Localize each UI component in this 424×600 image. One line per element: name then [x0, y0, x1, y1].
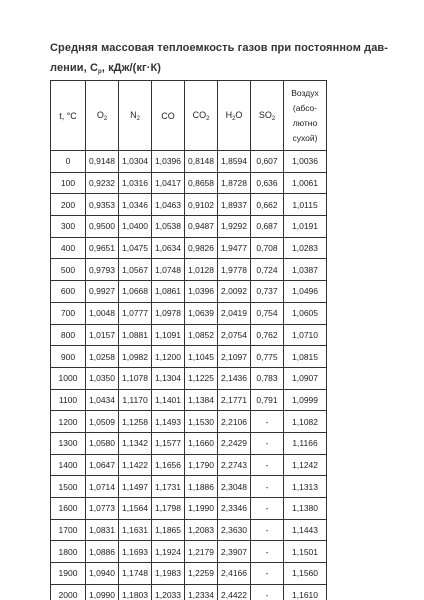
cell-temperature: 800: [51, 324, 86, 346]
title-line-2-text: лении, C: [50, 62, 98, 74]
cell-temperature: 1600: [51, 498, 86, 520]
cell-so2: 0,775: [251, 346, 284, 368]
cell-co: 1,2033: [152, 584, 185, 600]
cell-co2: 0,8148: [185, 151, 218, 173]
cell-so2: -: [251, 476, 284, 498]
cell-n2: 1,1803: [119, 584, 152, 600]
cell-co2: 1,0852: [185, 324, 218, 346]
cell-co2: 1,1530: [185, 411, 218, 433]
table-row: [51, 216, 327, 238]
cell-co2: 1,1045: [185, 346, 218, 368]
header-so2: [251, 81, 284, 151]
cell-o2: 1,0714: [86, 476, 119, 498]
cell-co: 1,1865: [152, 519, 185, 541]
title-line-2-rest: , кДж/(кг·К): [101, 62, 162, 74]
heat-capacity-table: [50, 80, 327, 600]
table-body: [51, 151, 327, 600]
cell-h2o: 2,2106: [218, 411, 251, 433]
cell-so2: 0,724: [251, 259, 284, 281]
cell-n2: 1,1748: [119, 563, 152, 585]
cell-o2: 1,0886: [86, 541, 119, 563]
cell-air: 1,1610: [284, 584, 327, 600]
cell-so2: -: [251, 454, 284, 476]
cell-air: 1,0999: [284, 389, 327, 411]
cell-o2: 0,9651: [86, 237, 119, 259]
cell-so2: -: [251, 432, 284, 454]
cell-co2: 0,9487: [185, 216, 218, 238]
cell-co2: 1,0639: [185, 302, 218, 324]
cell-co2: 1,1790: [185, 454, 218, 476]
cell-co: 1,1577: [152, 432, 185, 454]
cell-n2: 1,0668: [119, 281, 152, 303]
cell-n2: 1,1170: [119, 389, 152, 411]
cell-o2: 1,0258: [86, 346, 119, 368]
table-row: [51, 519, 327, 541]
cell-n2: 1,0777: [119, 302, 152, 324]
cell-temperature: 0: [51, 151, 86, 173]
cell-co: 1,1200: [152, 346, 185, 368]
cell-air: 1,1560: [284, 563, 327, 585]
cell-co: 1,1731: [152, 476, 185, 498]
header-n2-text: N: [130, 109, 137, 120]
header-co: [152, 81, 185, 151]
cell-temperature: 700: [51, 302, 86, 324]
table-row: [51, 172, 327, 194]
cell-so2: -: [251, 519, 284, 541]
cell-n2: 1,1258: [119, 411, 152, 433]
cell-air: 1,1380: [284, 498, 327, 520]
cell-so2: -: [251, 541, 284, 563]
cell-o2: 0,9232: [86, 172, 119, 194]
cell-temperature: 1100: [51, 389, 86, 411]
table-row: [51, 237, 327, 259]
header-so2-text: SO: [258, 109, 272, 120]
cell-o2: 0,9500: [86, 216, 119, 238]
cell-h2o: 2,0092: [218, 281, 251, 303]
cell-so2: 0,687: [251, 216, 284, 238]
cell-h2o: 2,4166: [218, 563, 251, 585]
cell-temperature: 1900: [51, 563, 86, 585]
header-co2: [185, 81, 218, 151]
cell-h2o: 1,8937: [218, 194, 251, 216]
cell-so2: -: [251, 411, 284, 433]
cell-so2: -: [251, 563, 284, 585]
table-row: [51, 324, 327, 346]
title-line-1: Средняя массовая теплоемкость газов при постоянном дав-: [50, 42, 389, 54]
title-subscript: p: [98, 69, 102, 75]
cell-air: 1,0710: [284, 324, 327, 346]
cell-h2o: 2,3630: [218, 519, 251, 541]
cell-co2: 1,1886: [185, 476, 218, 498]
cell-temperature: 600: [51, 281, 86, 303]
cell-h2o: 1,9477: [218, 237, 251, 259]
table-row: [51, 432, 327, 454]
cell-so2: 0,754: [251, 302, 284, 324]
header-temperature: [51, 81, 86, 151]
cell-air: 1,1313: [284, 476, 327, 498]
cell-co: 1,0748: [152, 259, 185, 281]
cell-h2o: 1,9292: [218, 216, 251, 238]
cell-so2: 0,662: [251, 194, 284, 216]
cell-temperature: 1000: [51, 367, 86, 389]
cell-air: 1,0191: [284, 216, 327, 238]
cell-so2: 0,607: [251, 151, 284, 173]
cell-so2: 0,791: [251, 389, 284, 411]
cell-o2: 1,0647: [86, 454, 119, 476]
header-so2-sub: 2: [271, 115, 276, 122]
cell-so2: 0,737: [251, 281, 284, 303]
cell-co2: 1,0128: [185, 259, 218, 281]
cell-o2: 1,0157: [86, 324, 119, 346]
cell-air: 1,0496: [284, 281, 327, 303]
cell-h2o: 2,4422: [218, 584, 251, 600]
cell-o2: 1,0940: [86, 563, 119, 585]
cell-h2o: 2,1097: [218, 346, 251, 368]
cell-temperature: 500: [51, 259, 86, 281]
title-line-2: [50, 58, 410, 82]
cell-o2: 1,0350: [86, 367, 119, 389]
cell-so2: 0,636: [251, 172, 284, 194]
cell-h2o: 2,1771: [218, 389, 251, 411]
table-title: [50, 38, 410, 82]
cell-co: 1,1091: [152, 324, 185, 346]
header-h2o-sub: 2: [232, 115, 236, 122]
cell-air: 1,1443: [284, 519, 327, 541]
header-n2: [119, 81, 152, 151]
cell-n2: 1,0982: [119, 346, 152, 368]
cell-n2: 1,1564: [119, 498, 152, 520]
cell-co2: 0,8658: [185, 172, 218, 194]
cell-air: 1,0115: [284, 194, 327, 216]
cell-air: 1,0036: [284, 151, 327, 173]
header-t-text: t,: [59, 110, 67, 121]
header-o2-sub: 2: [103, 115, 108, 122]
cell-h2o: 2,1436: [218, 367, 251, 389]
header-n2-sub: 2: [136, 115, 140, 122]
cell-co: 1,1924: [152, 541, 185, 563]
cell-co: 1,0417: [152, 172, 185, 194]
table-row: [51, 281, 327, 303]
cell-temperature: 900: [51, 346, 86, 368]
cell-o2: 0,9793: [86, 259, 119, 281]
table-row: [51, 541, 327, 563]
cell-h2o: 2,0419: [218, 302, 251, 324]
cell-temperature: 200: [51, 194, 86, 216]
table-row: [51, 151, 327, 173]
cell-h2o: 2,2743: [218, 454, 251, 476]
cell-h2o: 1,8594: [218, 151, 251, 173]
cell-co2: 1,1225: [185, 367, 218, 389]
cell-air: 1,0061: [284, 172, 327, 194]
cell-co2: 1,2259: [185, 563, 218, 585]
cell-o2: 1,0773: [86, 498, 119, 520]
cell-co2: 1,2179: [185, 541, 218, 563]
cell-air: 1,0907: [284, 367, 327, 389]
cell-temperature: 1200: [51, 411, 86, 433]
cell-n2: 1,1631: [119, 519, 152, 541]
cell-h2o: 2,3346: [218, 498, 251, 520]
cell-so2: 0,783: [251, 367, 284, 389]
table-row: [51, 194, 327, 216]
table-row: [51, 454, 327, 476]
cell-o2: 1,0048: [86, 302, 119, 324]
table-row: [51, 346, 327, 368]
cell-n2: 1,1693: [119, 541, 152, 563]
table-row: [51, 584, 327, 600]
table-row: [51, 476, 327, 498]
cell-temperature: 100: [51, 172, 86, 194]
cell-air: 1,1242: [284, 454, 327, 476]
cell-co2: 1,1990: [185, 498, 218, 520]
cell-co2: 1,1660: [185, 432, 218, 454]
cell-co: 1,1304: [152, 367, 185, 389]
cell-h2o: 2,0754: [218, 324, 251, 346]
table-row: [51, 563, 327, 585]
table-row: [51, 367, 327, 389]
cell-temperature: 1400: [51, 454, 86, 476]
cell-h2o: 1,8728: [218, 172, 251, 194]
header-t-unit: °C: [66, 110, 77, 121]
cell-n2: 1,0316: [119, 172, 152, 194]
header-co2-sub: 2: [206, 115, 210, 122]
header-o2-text: O: [96, 109, 104, 120]
cell-temperature: 1800: [51, 541, 86, 563]
table-row: [51, 302, 327, 324]
cell-co: 1,1401: [152, 389, 185, 411]
cell-o2: 1,0434: [86, 389, 119, 411]
cell-co: 1,1493: [152, 411, 185, 433]
cell-temperature: 1500: [51, 476, 86, 498]
cell-h2o: 1,9778: [218, 259, 251, 281]
cell-air: 1,1082: [284, 411, 327, 433]
cell-so2: -: [251, 498, 284, 520]
cell-so2: -: [251, 584, 284, 600]
cell-co2: 0,9826: [185, 237, 218, 259]
cell-n2: 1,0400: [119, 216, 152, 238]
cell-n2: 1,0881: [119, 324, 152, 346]
header-h2o-text: H: [225, 109, 233, 120]
cell-temperature: 1700: [51, 519, 86, 541]
cell-air: 1,0283: [284, 237, 327, 259]
cell-air: 1,0605: [284, 302, 327, 324]
cell-o2: 0,9353: [86, 194, 119, 216]
cell-n2: 1,0346: [119, 194, 152, 216]
cell-o2: 1,0990: [86, 584, 119, 600]
cell-co2: 1,2334: [185, 584, 218, 600]
cell-o2: 1,0580: [86, 432, 119, 454]
cell-co: 1,1983: [152, 563, 185, 585]
header-co2-text: CO: [192, 109, 207, 120]
cell-so2: 0,762: [251, 324, 284, 346]
cell-co: 1,0978: [152, 302, 185, 324]
cell-co: 1,0861: [152, 281, 185, 303]
table-row: [51, 411, 327, 433]
header-o2: [86, 81, 119, 151]
header-row: [51, 81, 327, 151]
cell-o2: 1,0509: [86, 411, 119, 433]
cell-o2: 0,9148: [86, 151, 119, 173]
header-air: Воздух (абсо-лютно сухой): [284, 81, 327, 151]
cell-n2: 1,1078: [119, 367, 152, 389]
cell-air: 1,1501: [284, 541, 327, 563]
cell-temperature: 300: [51, 216, 86, 238]
cell-co: 1,1798: [152, 498, 185, 520]
cell-co2: 1,0396: [185, 281, 218, 303]
cell-n2: 1,1342: [119, 432, 152, 454]
cell-h2o: 2,2429: [218, 432, 251, 454]
cell-co: 1,1656: [152, 454, 185, 476]
table-row: [51, 259, 327, 281]
cell-air: 1,1166: [284, 432, 327, 454]
cell-air: 1,0387: [284, 259, 327, 281]
header-h2o-rest: O: [235, 109, 243, 120]
cell-h2o: 2,3907: [218, 541, 251, 563]
cell-o2: 1,0831: [86, 519, 119, 541]
cell-n2: 1,0475: [119, 237, 152, 259]
cell-co2: 1,2083: [185, 519, 218, 541]
cell-h2o: 2,3048: [218, 476, 251, 498]
cell-co: 1,0396: [152, 151, 185, 173]
cell-n2: 1,0567: [119, 259, 152, 281]
cell-co2: 0,9102: [185, 194, 218, 216]
cell-temperature: 400: [51, 237, 86, 259]
cell-co2: 1,1384: [185, 389, 218, 411]
table-row: [51, 389, 327, 411]
header-co-text: CO: [161, 110, 175, 121]
cell-n2: 1,1422: [119, 454, 152, 476]
header-h2o: [218, 81, 251, 151]
cell-so2: 0,708: [251, 237, 284, 259]
cell-temperature: 1300: [51, 432, 86, 454]
table-row: [51, 498, 327, 520]
cell-co: 1,0463: [152, 194, 185, 216]
cell-co: 1,0634: [152, 237, 185, 259]
cell-o2: 0,9927: [86, 281, 119, 303]
cell-co: 1,0538: [152, 216, 185, 238]
cell-n2: 1,0304: [119, 151, 152, 173]
cell-air: 1,0815: [284, 346, 327, 368]
cell-temperature: 2000: [51, 584, 86, 600]
cell-n2: 1,1497: [119, 476, 152, 498]
